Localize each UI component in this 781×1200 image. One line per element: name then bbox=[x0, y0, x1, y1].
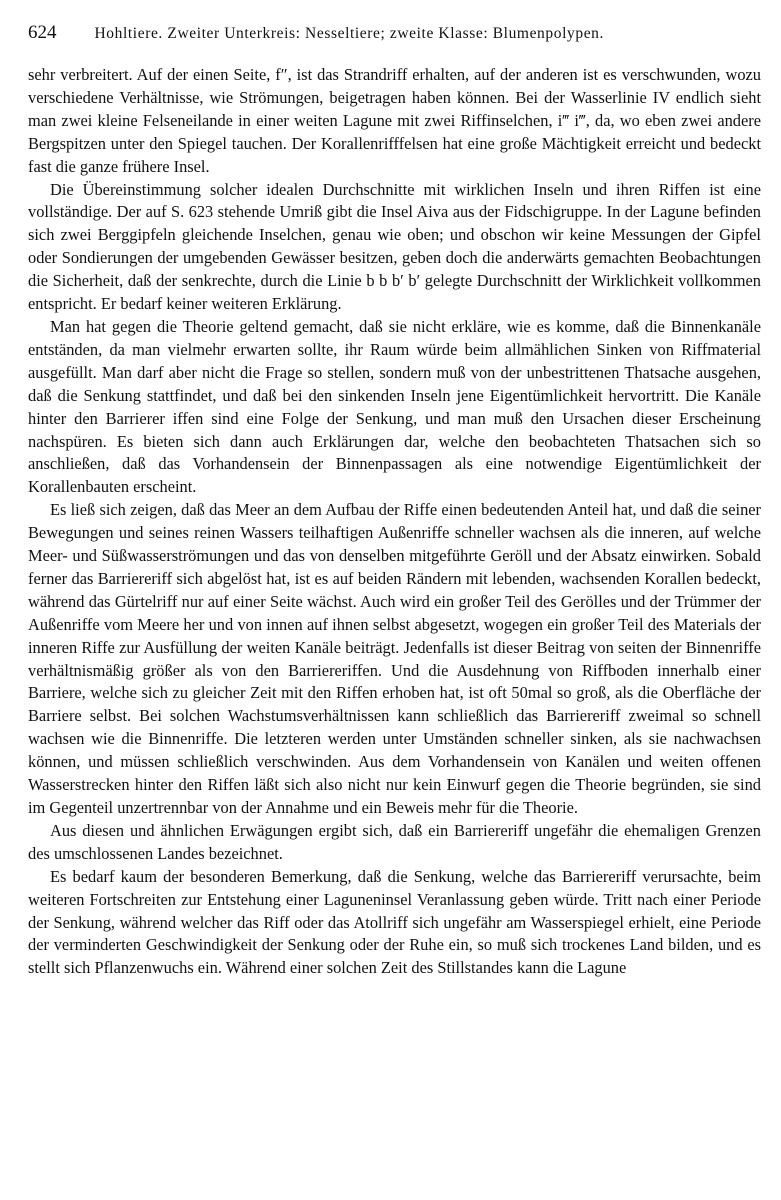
running-header bbox=[28, 22, 759, 48]
paragraph-4: Es ließ sich zeigen, daß das Meer an dem Aufbau der Riffe einen bedeutenden Anteil hat, und daß die seiner Bewegungen und seines reinen Wassers teilhaftigen Außenriffe schneller wachsen als die inneren, auf welche Meer- und Süßwasserströmungen und das von denselben mitgeführte Geröll und der Absatz einwirken. Sobald ferner das Barriereriff sich abgelöst hat, ist es auf beiden Rändern mit lebenden, wachsenden Korallen bedeckt, während das Gürtelriff nur auf einer Seite wächst. Auch wird ein großer Teil des Gerölles und der Trümmer der Außenriffe vom Meere her und von innen auf ihnen selbst abgesetzt, wogegen ein großer Teil des Materials der inneren Riffe zur Ausfüllung der weiten Kanäle beiträgt. Jedenfalls ist dieser Beitrag von seiten der Binnenriffe verhältnismäßig größer als von den Barriereriffen. Und die Ausdehnung von Riffboden innerhalb einer Barriere, welche sich zu gleicher Zeit mit den Riffen erhoben hat, ist oft 50mal so groß, als die Oberfläche der Barriere selbst. Bei solchen Wachstumsverhältnissen kann schließlich das Barriereriff zweimal so schnell wachsen wie die Binnenriffe. Die letzteren werden unter Umständen schneller sinken, als sie nachwachsen können, und müssen schließlich verschwinden. Aus dem Vorhandensein von Kanälen und weiten offenen Wasserstrecken hinter den Riffen läßt sich also nicht nur kein Einwurf gegen die Theorie begründen, sie sind im Gegenteil unzertrennbar von der Annahme und ein Beweis mehr für die Theorie. bbox=[28, 500, 761, 817]
paragraph-2: Die Übereinstimmung solcher idealen Durchschnitte mit wirklichen Inseln und ihren Riffen ist eine vollständige. Der auf S. 623 stehende Umriß gibt die Insel Aiva aus der Fidschigruppe. In der Lagune befinden sich zwei Berggipfeln gleichende Inselchen, genau wie oben; und obschon wir keine Messungen der Gipfel oder Sondierungen der umgebenden Gewässer besitzen, geben doch die anderwärts gemachten Beobachtungen die Sicherheit, daß der senkrechte, durch die Linie b b b′ b′ gelegte Durchschnitt der Wirklichkeit vollkommen entspricht. Er bedarf keiner weiteren Erklärung. bbox=[28, 179, 761, 314]
paragraph-6: Es bedarf kaum der besonderen Bemerkung, daß die Senkung, welche das Barriereriff verursachte, beim weiteren Fortschreiten zur Entstehung einer Laguneninsel Veranlassung geben würde. Tritt nach einer Periode der Senkung, während welcher das Riff oder das Atollriff sich ungefähr am Wasserspiegel erhielt, eine Periode der verminderten Geschwindigkeit der Senkung oder der Ruhe ein, so muß sich trockenes Land bilden, und es stellt sich Pflanzenwuchs ein. Während einer solchen Zeit des Stillstandes kann die Lagune bbox=[28, 866, 761, 978]
running-title: Hohltiere. Zweiter Unterkreis: Nesseltiere; zweite Klasse: Blumenpolypen. bbox=[94, 25, 605, 42]
body-text bbox=[28, 64, 761, 980]
paragraph-3: Man hat gegen die Theorie geltend gemacht, daß sie nicht erkläre, wie es komme, daß die Binnenkanäle entständen, da man vielmehr erwarten sollte, ihr Raum würde beim allmählichen Sinken von Riffmaterial ausgefüllt. Man darf aber nicht die Frage so stellen, sondern muß von der unbestrittenen Thatsache ausgehen, daß die Senkung stattfindet, und daß bei den sinkenden Inseln jene Eigentümlichkeit hervortritt. Die Kanäle hinter den Barrierer iffen sind eine Folge der Senkung, und man muß den Ursachen dieser Erscheinung nachspüren. Es bieten sich dann auch Erklärungen dar, welche den beobachteten Thatsachen sich so anschließen, daß das Vorhandensein der Binnenpassagen als eine notwendige Eigentümlichkeit der Korallenbauten erscheint. bbox=[28, 316, 761, 497]
page-number: 624 bbox=[28, 22, 57, 43]
paragraph-1: sehr verbreitert. Auf der einen Seite, f″, ist das Strandriff erhalten, auf der anderen ist es verschwunden, wozu verschiedene Verhältnisse, wie Strömungen, beigetragen haben können. Bei der Wasserlinie IV endlich sieht man zwei kleine Felseneilande in einer weiten Lagune mit zwei Riffinselchen, i‴ i‴, da, wo eben zwei andere Bergspitzen unter den Spiegel tauchen. Der Korallenrifffelsen hat eine große Mächtigkeit erreicht und bedeckt fast die ganze frühere Insel. bbox=[28, 65, 761, 176]
paragraph-5: Aus diesen und ähnlichen Erwägungen ergibt sich, daß ein Barriereriff ungefähr die ehemaligen Grenzen des umschlossenen Landes bezeichnet. bbox=[28, 820, 761, 863]
